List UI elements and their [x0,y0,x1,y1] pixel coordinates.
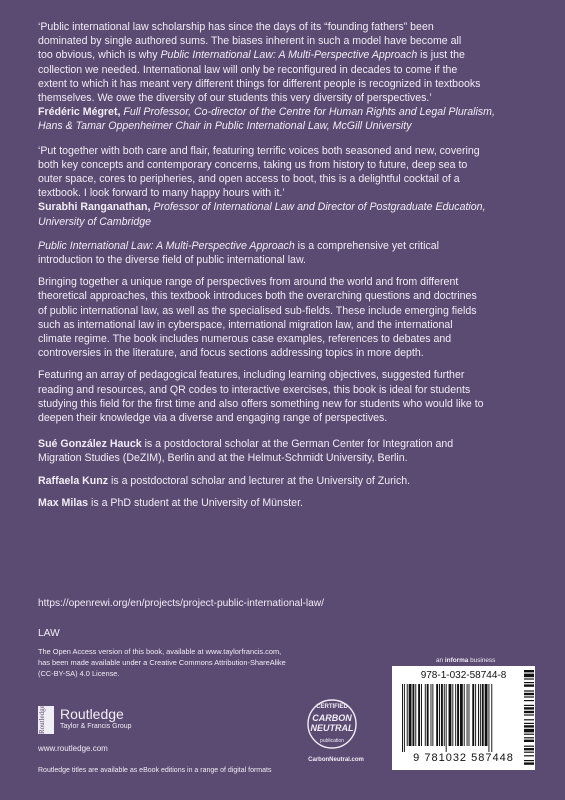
seal-certified: CERTIFIED [316,704,348,710]
price-strip-bar [524,714,534,715]
author-name: Raffaela Kunz [38,474,109,487]
barcode-bar [475,684,476,746]
price-strip-bar [524,674,534,678]
informa-business-label: an informa business [436,657,496,664]
price-strip-bar [524,755,534,756]
author-bio-kunz: Raffaela Kunz is a postdoctoral scholar and lecturer at the University of Zurich. [38,474,411,487]
seal-carbon: CARBON [312,713,352,723]
author-bio-milas: Max Milas is a PhD student at the University of Münster. [38,496,303,509]
barcode-bar [412,684,414,746]
price-strip-bar [524,746,534,747]
isbn-digits: 9 781032 587448 [413,752,514,764]
barcode-bar [404,684,405,752]
price-strip-bar [524,711,534,713]
barcode-bar [485,684,488,746]
price-strip-bar [524,682,534,683]
barcode-bar [441,684,443,746]
author-name: Max Milas [38,496,89,509]
description-intro: Public International Law: A Multi-Perspective Approach is a comprehensive yet critical introduction to the diverse field of public international law. [38,239,439,267]
routledge-logo [38,706,188,742]
price-strip-bar [524,719,534,720]
price-strip-bar [524,760,534,761]
barcode-bar [455,684,456,746]
barcode-bar [452,684,453,746]
barcode-bar [402,684,403,752]
barcode-bar [457,684,459,746]
endorsement-megret [38,20,538,134]
open-access-notice: The Open Access version of this book, available at www.taylorfrancis.com, has been made available under a Creative Commons Attribution-ShareAlike (CC-BY-SA) 4.0 License. [38,647,286,678]
price-strip-background [523,666,535,770]
price-strip-bar [524,678,534,679]
price-strip-bar [524,670,534,672]
barcode-bar [446,684,447,752]
barcode-bar [436,684,438,746]
publisher-website[interactable]: www.routledge.com [38,744,108,753]
barcode-bar [432,684,433,746]
price-strip-bar [524,748,534,750]
carbon-neutral-seal-icon [300,694,364,756]
price-strip-bar [524,684,534,686]
barcode-bar [431,684,432,746]
publisher-group: Taylor & Francis Group [60,723,132,730]
endorsement-attribution: Surabhi Ranganathan, Professor of International Law and Director of Postgraduate Education, University of Cambridge [38,201,486,228]
price-strip-bar [524,729,534,733]
author-bio-gonzalez-hauck: Sué González Hauck is a postdoctoral scholar at the German Center for Integration and Migration Studies (DeZIM), Berlin and at the Helmut-Schmidt University, Berlin. [38,438,454,465]
barcode-bar [439,684,440,746]
price-strip-bar [524,734,534,735]
seal-neutral: NEUTRAL [310,723,354,733]
barcode-bar [467,684,468,746]
subject-category: LAW [38,628,60,639]
barcode-bar [449,684,452,746]
publisher-name: Routledge [60,706,124,722]
barcode-bar [491,684,492,752]
barcode-bar [482,684,484,746]
barcode-bar [418,684,420,746]
barcode-bar [472,684,474,746]
price-strip-bar [524,740,534,742]
barcode-bar [480,684,481,746]
routledge-mark-icon: Routledge [38,706,54,734]
price-strip-bar [524,696,534,697]
endorsement-attribution: Frédéric Mégret, Full Professor, Co-director of the Centre for Human Rights and Legal Pluralism, Hans & Tamar Oppenheimer Chair in Public International Law, McGill University [38,106,495,133]
ebook-note: Routledge titles are available as eBook editions in a range of digital formats [38,767,272,774]
price-strip-bar [524,723,534,724]
isbn-number: 978-1-032-58744-8 [420,670,507,681]
endorser-name: Surabhi Ranganathan, [38,201,151,214]
barcode-bar [444,684,445,746]
author-name: Sué González Hauck [38,438,142,451]
endorsement-quote: ‘Put together with both care and flair, featuring terrific voices both seasoned and new, covering both key concepts and contemporary concerns, taking us from history to future, deep sea to outer space, cores to peripheries, and open access to boot, this is a delightful cocktail of a textbook. I look forward to many happy hours with it.’ [38,144,480,200]
barcode-bar [488,684,489,752]
isbn-barcode [392,666,535,770]
price-strip-bar [524,762,534,764]
price-strip-bar [524,700,534,701]
barcode-bar [478,684,479,746]
barcode-bar [460,684,463,746]
price-strip-bar [524,737,534,738]
barcode-bar [415,684,416,746]
barcode-bar [469,684,470,746]
price-strip-bar [524,690,534,691]
seal-publication: publication [320,738,344,744]
endorser-name: Frédéric Mégret, [38,106,121,119]
book-title-italic: Public International Law: A Multi-Perspective Approach [160,49,418,62]
carbon-neutral-website[interactable]: CarbonNeutral.com [308,757,364,763]
price-strip-bar [524,705,534,706]
price-strip-bar [524,725,534,727]
barcode-icon [402,684,525,752]
barcode-bar [409,684,412,746]
barcode-bar [407,684,408,746]
barcode-bar [425,684,426,746]
endorsement-ranganathan [38,144,538,229]
price-strip-bar [524,707,534,709]
barcode-bar [427,684,429,746]
price-strip-icon [523,666,535,770]
barcode-bar [464,684,465,746]
description-features: Featuring an array of pedagogical features, including learning objectives, suggested further reading and resources, and QR codes to interactive exercises, this book is ideal for students studying this field for the first time and also offers something new for students who would like to deepen their knowledge via a diverse and engaging range of perspectives. [38,369,484,425]
carbon-neutral-seal [300,694,364,760]
main-content [38,20,538,518]
description-body: Bringing together a unique range of perspectives from around the world and from different theoretical approaches, this textbook introduces both the overarching questions and doctrines of public international law, as well as the specialised sub-fields. These include emerging fields such as international law in cyberspace, international migration law, and the international climate regime. The book includes numerous case examples, references to debates and controversies in the literature, and focus sections addressing topics in more depth. [38,276,477,360]
price-strip-bar [524,693,534,695]
barcode-bar [421,684,422,746]
endorsement-quote: ‘Public international law scholarship has since the days of its “founding fathers” been dominated by single authored sums. The biases inherent in such a model have become all too obvious, which is why Public International Law: A Multi-Perspective Approach is just the collection we needed. International law will only be reconfigured in decades to come if the extent to which it has meant very different things for different people is recognized in textbooks themselves. We owe the diversity of our students this very diversity of perspectives.’ [38,21,481,105]
price-strip-bar [524,752,534,753]
project-url[interactable]: https://openrewi.org/en/projects/project-public-international-law/ [38,598,324,609]
